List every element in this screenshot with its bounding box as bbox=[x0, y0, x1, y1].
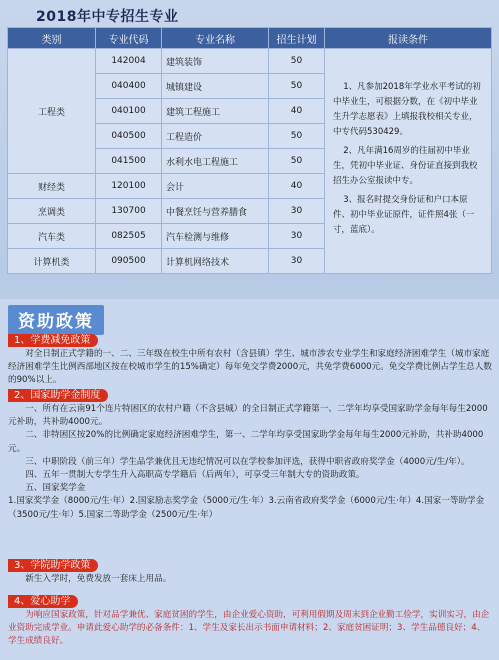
code-cell: 120100 bbox=[96, 174, 162, 199]
code-cell: 082505 bbox=[96, 224, 162, 249]
category-cell: 烹调类 bbox=[8, 199, 96, 224]
tuition-paragraph: 对全日制正式学籍的一、二、三年级在校生中所有农村（含县镇）学生、城市涉农专业学生和家庭经济困难学生（城市家庭经济困难学生比例西部地区按在校城市学生的15%确定）每年免交学费2000元，共免学费6000元。免交学费比例占学生总人数的90%以上。 bbox=[8, 349, 492, 386]
code-cell: 130700 bbox=[96, 199, 162, 224]
grant-paragraph-6: 1.国家奖学金（8000元/生·年）2.国家励志奖学金（5000元/生·年）3.云南省政府奖学金（6000元/生·年）4.国家一等助学金（3500元/生·年）5.国家二等助学金（2500元/生·年） bbox=[8, 496, 485, 520]
code-cell: 040100 bbox=[96, 99, 162, 124]
major-name-cell: 计算机网络技术 bbox=[162, 249, 269, 274]
subtitle-charity-aid: 4、爱心助学 bbox=[8, 595, 78, 608]
category-cell: 财经类 bbox=[8, 174, 96, 199]
table-header-row bbox=[8, 28, 492, 49]
college-aid-paragraph: 新生入学时，免费发放一套床上用品。 bbox=[25, 574, 172, 584]
major-name-cell: 水利水电工程施工 bbox=[162, 149, 269, 174]
policy-title: 资助政策 bbox=[8, 305, 104, 335]
subtitle-tuition: 1、学费减免政策 bbox=[8, 334, 98, 347]
subtitle-college-aid: 3、学院助学政策 bbox=[8, 559, 98, 572]
plan-cell: 50 bbox=[269, 149, 325, 174]
grant-paragraph-1: 一、所有在云南91个连片特困区的农村户籍（不含县城）的全日制正式学籍第一、二学年均享受国家助学金每年每生2000元补助，共补助4000元。 bbox=[8, 404, 488, 428]
major-name-cell: 会计 bbox=[162, 174, 269, 199]
plan-cell: 30 bbox=[269, 249, 325, 274]
header-conditions: 报读条件 bbox=[325, 28, 492, 49]
grant-paragraph-2: 二、非特困区按20%的比例确定家庭经济困难学生，第一、二学年均享受国家助学金每年每生2000元补助，共补助4000元。 bbox=[8, 430, 484, 454]
college-aid-text bbox=[8, 573, 492, 586]
plan-cell: 50 bbox=[269, 74, 325, 99]
major-name-cell: 建筑装饰 bbox=[162, 49, 269, 74]
grant-paragraph-5: 五、国家奖学金 bbox=[25, 483, 86, 494]
enroll-table bbox=[7, 27, 492, 274]
plan-cell: 50 bbox=[269, 124, 325, 149]
condition-1: 1、凡参加2018年学业水平考试的初中毕业生，可根据分数，在《初中毕业生升学志愿表》上填报我校相关专业，中专代码530429。 bbox=[333, 82, 481, 137]
code-cell: 041500 bbox=[96, 149, 162, 174]
major-name-cell: 工程造价 bbox=[162, 124, 269, 149]
grant-paragraph-4: 四、五年一贯制大专学生升入高职高专学籍后（后两年），可享受三年制大专的资助政策。 bbox=[25, 470, 365, 481]
header-name: 专业名称 bbox=[162, 28, 269, 49]
major-name-cell: 建筑工程施工 bbox=[162, 99, 269, 124]
category-cell: 计算机类 bbox=[8, 249, 96, 274]
major-name-cell: 中餐烹饪与营养膳食 bbox=[162, 199, 269, 224]
code-cell: 040500 bbox=[96, 124, 162, 149]
code-cell: 040400 bbox=[96, 74, 162, 99]
charity-aid-paragraph: 为响应国家政策，针对品学兼优、家庭贫困的学生，由企业爱心资助，可利用假期及周末到企业勤工俭学，实训实习，由企业资助完成学业。申请此爱心助学的必备条件：1、学生及家长出示书面申请材料；2、家庭贫困证明；3、学生品德良好；4、学生成绩良好。 bbox=[8, 610, 490, 647]
plan-cell: 40 bbox=[269, 99, 325, 124]
header-category: 类别 bbox=[8, 28, 96, 49]
plan-cell: 30 bbox=[269, 224, 325, 249]
condition-2: 2、凡年满16周岁的往届初中毕业生，凭初中毕业证、身份证直接到我校招生办公室报读中专。 bbox=[333, 146, 478, 186]
code-cell: 142004 bbox=[96, 49, 162, 74]
header-code: 专业代码 bbox=[96, 28, 162, 49]
condition-3: 3、报名时提交身份证和户口本原件、初中毕业证原件，证件照4张（一寸，蓝底）。 bbox=[333, 195, 475, 235]
category-cell: 汽车类 bbox=[8, 224, 96, 249]
tuition-text bbox=[8, 348, 492, 388]
enroll-title: 2018年中专招生专业 bbox=[36, 9, 179, 25]
plan-cell: 50 bbox=[269, 49, 325, 74]
category-cell: 工程类 bbox=[8, 49, 96, 174]
table-row bbox=[8, 49, 492, 74]
plan-cell: 30 bbox=[269, 199, 325, 224]
grant-paragraph-3: 三、中职阶段（前三年）学生品学兼优且无违纪情况可以在学校参加评选，获得中职省政府奖学金（4000元/生/年）。 bbox=[25, 456, 470, 467]
national-grant-text bbox=[8, 403, 492, 522]
subtitle-national-grant: 2、国家助学金制度 bbox=[8, 389, 108, 402]
major-name-cell: 汽车检测与维修 bbox=[162, 224, 269, 249]
conditions-cell bbox=[325, 49, 492, 274]
header-plan: 招生计划 bbox=[269, 28, 325, 49]
code-cell: 090500 bbox=[96, 249, 162, 274]
major-name-cell: 城镇建设 bbox=[162, 74, 269, 99]
plan-cell: 40 bbox=[269, 174, 325, 199]
charity-aid-text bbox=[8, 609, 492, 649]
